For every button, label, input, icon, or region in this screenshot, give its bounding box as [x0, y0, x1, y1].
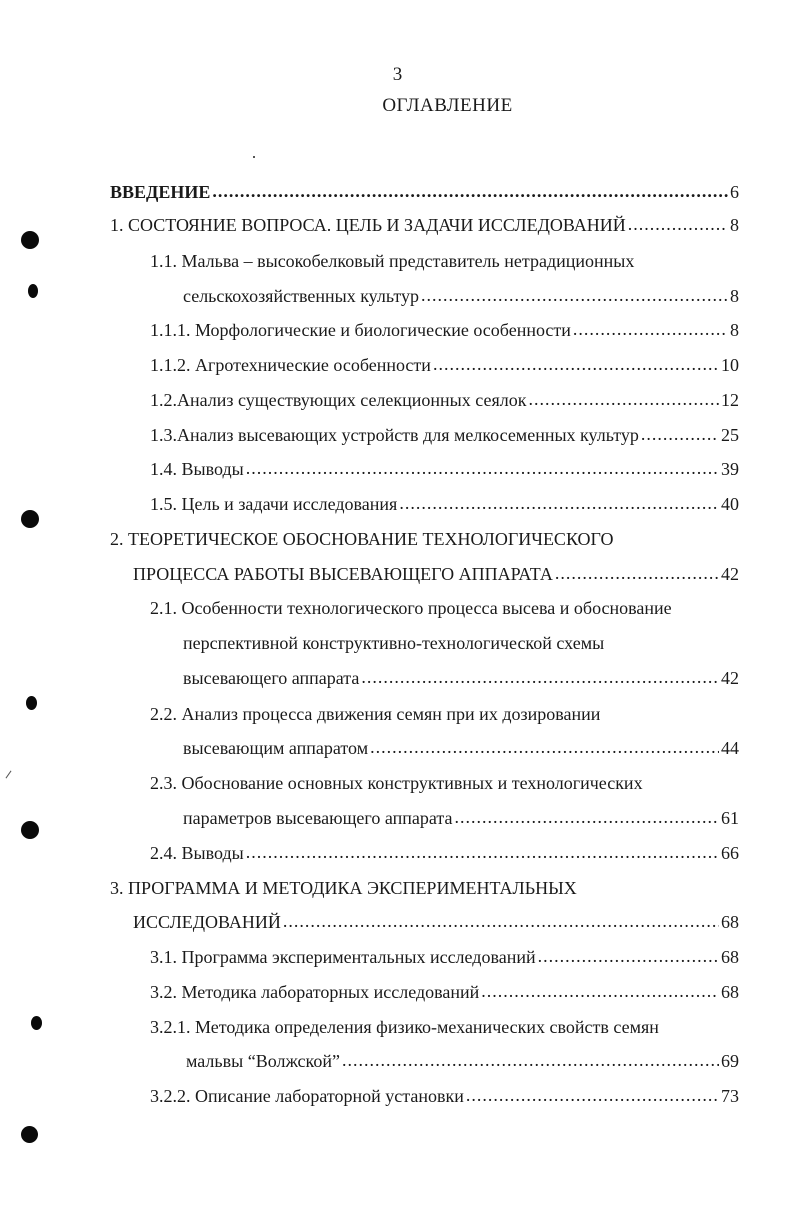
dot-leader: [481, 980, 719, 1002]
toc-entry: [183, 285, 739, 309]
toc-entry: [110, 181, 739, 205]
toc-entry: [150, 319, 739, 343]
scan-speck: [253, 156, 255, 158]
toc-entry-title: высевающим аппаратом: [183, 738, 369, 758]
toc-entry-title: 1. СОСТОЯНИЕ ВОПРОСА. ЦЕЛЬ И ЗАДАЧИ ИССЛЕДОВАНИЙ: [110, 215, 626, 235]
toc-entry-page: 40: [721, 494, 739, 514]
toc-entry-title: 1.2.Анализ существующих селекционных сеялок: [150, 390, 527, 410]
toc-entry: [110, 877, 577, 901]
toc-entry-title: 3.2.2. Описание лабораторной установки: [150, 1086, 464, 1106]
toc-entry-page: 8: [730, 286, 739, 306]
toc-entry: [150, 1085, 739, 1109]
toc-entry: [150, 703, 600, 727]
toc-entry-title: параметров высевающего аппарата: [183, 808, 453, 828]
toc-entry: [150, 458, 739, 482]
toc-entry: [150, 981, 739, 1005]
dot-leader: [246, 457, 719, 479]
toc-entry: [150, 493, 739, 517]
toc-entry: [110, 528, 613, 552]
toc-entry-page: 42: [721, 564, 739, 584]
toc-entry: [183, 807, 739, 831]
toc-entry: [150, 250, 634, 274]
toc-entry-title: высевающего аппарата: [183, 668, 360, 688]
dot-leader: [641, 423, 719, 445]
toc-entry: [150, 1016, 659, 1040]
punch-hole: [21, 510, 39, 528]
toc-entry-page: 73: [721, 1086, 739, 1106]
toc-entry-title: ПРОЦЕССА РАБОТЫ ВЫСЕВАЮЩЕГО АППАРАТА: [133, 564, 553, 584]
toc-entry-page: 61: [721, 808, 739, 828]
punch-hole: [28, 284, 38, 298]
punch-hole: [21, 231, 39, 249]
toc-entry-title: 1.3.Анализ высевающих устройств для мелкосеменных культур: [150, 425, 639, 445]
toc-entry: [150, 842, 739, 866]
dot-leader: [399, 492, 719, 514]
toc-entry-title: 1.4. Выводы: [150, 459, 244, 479]
dot-leader: [421, 284, 728, 306]
toc-entry-page: 12: [721, 390, 739, 410]
toc-entry-page: 8: [730, 320, 739, 340]
punch-hole: [26, 696, 37, 710]
toc-entry-title: ИССЛЕДОВАНИЙ: [133, 912, 281, 932]
toc-entry-page: 68: [721, 912, 739, 932]
toc-entry: [183, 632, 604, 656]
toc-entry-title: 2.4. Выводы: [150, 843, 244, 863]
toc-entry: [150, 424, 739, 448]
toc-entry-title: 1.1.2. Агротехнические особенности: [150, 355, 431, 375]
dot-leader: [538, 945, 719, 967]
toc-entry: [150, 354, 739, 378]
punch-hole: [21, 821, 39, 839]
toc-entry-page: 8: [730, 215, 739, 235]
toc-entry: [150, 597, 672, 621]
toc-entry-title: ВВЕДЕНИЕ: [110, 182, 211, 202]
toc-entry: [150, 946, 739, 970]
page-number: 3: [392, 64, 403, 85]
toc-entry-title: 2.3. Обоснование основных конструктивных и технологических: [150, 773, 643, 793]
dot-leader: [454, 806, 719, 828]
dot-leader: [212, 180, 728, 202]
toc-entry-title: мальвы “Волжской”: [186, 1051, 340, 1071]
toc-entry-page: 66: [721, 843, 739, 863]
punch-hole: [31, 1016, 42, 1030]
dot-leader: [555, 562, 719, 584]
toc-entry-page: 10: [721, 355, 739, 375]
toc-entry: [150, 389, 739, 413]
toc-entry-page: 25: [721, 425, 739, 445]
toc-entry-page: 42: [721, 668, 739, 688]
toc-entry: [183, 667, 739, 691]
dot-leader: [370, 736, 719, 758]
dot-leader: [246, 841, 719, 863]
dot-leader: [528, 388, 719, 410]
toc-entry-title: 1.1. Мальва – высокобелковый представитель нетрадиционных: [150, 251, 635, 271]
toc-entry: [110, 214, 739, 238]
toc-entry-title: сельскохозяйственных культур: [183, 286, 420, 306]
dot-leader: [283, 910, 719, 932]
toc-entry-title: 3.2.1. Методика определения физико-механических свойств семян: [150, 1017, 659, 1037]
toc-entry-title: 2.2. Анализ процесса движения семян при их дозировании: [150, 704, 601, 724]
toc-entry-page: 69: [721, 1051, 739, 1071]
toc-entry-page: 6: [730, 182, 739, 202]
toc-entry-title: перспективной конструктивно-технологической схемы: [183, 633, 605, 653]
dot-leader: [342, 1049, 719, 1071]
dot-leader: [361, 666, 719, 688]
toc-entry-title: 2. ТЕОРЕТИЧЕСКОЕ ОБОСНОВАНИЕ ТЕХНОЛОГИЧЕСКОГО: [110, 529, 614, 549]
toc-entry-title: 3.2. Методика лабораторных исследований: [150, 982, 480, 1002]
toc-entry-title: 1.1.1. Морфологические и биологические особенности: [150, 320, 571, 340]
toc-entry: [186, 1050, 739, 1074]
dot-leader: [628, 213, 728, 235]
scan-speck: [6, 771, 12, 779]
toc-entry: [183, 737, 739, 761]
dot-leader: [573, 318, 728, 340]
toc-entry-page: 68: [721, 947, 739, 967]
toc-entry: [150, 772, 643, 796]
toc-entry-page: 39: [721, 459, 739, 479]
toc-entry: [133, 911, 739, 935]
toc-entry-title: 1.5. Цель и задачи исследования: [150, 494, 398, 514]
dot-leader: [466, 1084, 719, 1106]
toc-entry: [133, 563, 739, 587]
toc-entry-title: 3. ПРОГРАММА И МЕТОДИКА ЭКСПЕРИМЕНТАЛЬНЫХ: [110, 878, 577, 898]
toc-entry-page: 68: [721, 982, 739, 1002]
toc-entry-title: 3.1. Программа экспериментальных исследований: [150, 947, 536, 967]
punch-hole: [21, 1126, 38, 1143]
toc-entry-page: 44: [721, 738, 739, 758]
page-title: ОГЛАВЛЕНИЕ: [382, 95, 513, 116]
dot-leader: [433, 353, 719, 375]
toc-entry-title: 2.1. Особенности технологического процесса высева и обоснование: [150, 598, 672, 618]
